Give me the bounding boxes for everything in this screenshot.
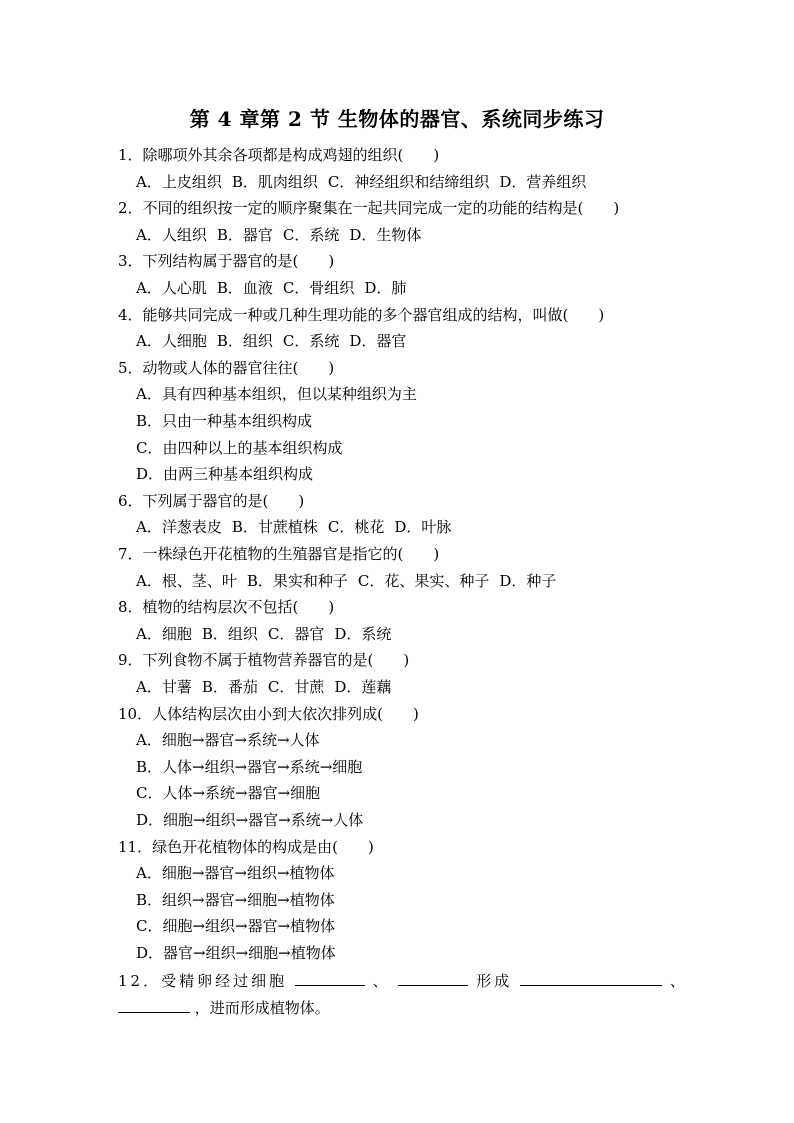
question-1-options — [136, 172, 586, 192]
option-d[interactable]: D．肺 — [364, 279, 407, 297]
option-b[interactable]: B．器官 — [216, 226, 273, 244]
question-11-options — [136, 916, 335, 936]
question-8-stem: 8．植物的结构层次不包括( ) — [118, 598, 335, 616]
q12-text-3: 形成 — [476, 972, 513, 990]
option-c[interactable]: C．花、果实、种子 — [357, 572, 490, 590]
question-1-stem: 1．除哪项外其余各项都是构成鸡翅的组织( ) — [118, 146, 440, 164]
option-b[interactable]: B．果实和种子 — [246, 572, 348, 590]
question-3-stem: 3．下列结构属于器官的是( ) — [118, 252, 335, 270]
question-11-options — [136, 943, 336, 963]
question-6-options — [136, 517, 451, 537]
question-4-stem: 4．能够共同完成一种或几种生理功能的多个器官组成的结构，叫做( ) — [118, 306, 605, 324]
question-5-options — [136, 464, 313, 484]
option-d[interactable]: D．细胞→组织→器官→系统→人体 — [136, 811, 364, 829]
question-11-options — [136, 863, 335, 883]
question-4-options — [136, 331, 406, 351]
q12-blank-3[interactable] — [520, 971, 662, 986]
option-a[interactable]: A．人组织 — [136, 226, 207, 244]
option-d[interactable]: D．由两三种基本组织构成 — [136, 465, 314, 483]
question-10-options — [136, 730, 320, 750]
option-a[interactable]: A．人心肌 — [136, 279, 207, 297]
q12-blank-4[interactable] — [118, 998, 190, 1013]
question-10-stem: 10．人体结构层次由小到大依次排列成( ) — [118, 705, 419, 723]
question-12-continued — [118, 998, 330, 1018]
option-c[interactable]: C．神经组织和结缔组织 — [327, 173, 490, 191]
option-d[interactable]: D．叶脉 — [394, 518, 452, 536]
option-b[interactable]: B．血液 — [216, 279, 273, 297]
question-5-options — [136, 411, 312, 431]
q12-text-5: ，进而形成植物体。 — [194, 999, 330, 1017]
q12-text-2: 、 — [372, 972, 391, 990]
option-c[interactable]: C．人体→系统→器官→细胞 — [136, 784, 321, 802]
option-c[interactable]: C．系统 — [282, 332, 340, 350]
question-7-stem: 7．一株绿色开花植物的生殖器官是指它的( ) — [118, 545, 440, 563]
question-10-options — [136, 810, 363, 830]
option-d[interactable]: D．器官→组织→细胞→植物体 — [136, 944, 336, 962]
option-b[interactable]: B．肌肉组织 — [231, 173, 318, 191]
option-d[interactable]: D．器官 — [349, 332, 407, 350]
question-10-options — [136, 783, 320, 803]
option-c[interactable]: C．由四种以上的基本组织构成 — [136, 439, 343, 457]
option-b[interactable]: B．人体→组织→器官→系统→细胞 — [136, 758, 363, 776]
question-6-stem: 6．下列属于器官的是( ) — [118, 492, 305, 510]
question-9-options — [136, 677, 391, 697]
question-9-stem: 9．下列食物不属于植物营养器官的是( ) — [118, 651, 410, 669]
option-a[interactable]: A．洋葱表皮 — [136, 518, 222, 536]
q12-text-4: 、 — [669, 972, 688, 990]
option-c[interactable]: C．桃花 — [327, 518, 385, 536]
page-title: 第 4 章第 2 节 生物体的器官、系统同步练习 — [189, 107, 605, 131]
option-a[interactable]: A．甘薯 — [136, 678, 192, 696]
q12-blank-2[interactable] — [398, 971, 468, 986]
option-a[interactable]: A．细胞→器官→系统→人体 — [136, 731, 320, 749]
q12-blank-1[interactable] — [295, 971, 365, 986]
option-c[interactable]: C．甘蔗 — [267, 678, 325, 696]
option-d[interactable]: D．种子 — [499, 572, 557, 590]
question-10-options — [136, 757, 362, 777]
question-3-options — [136, 278, 406, 298]
option-b[interactable]: B．只由一种基本组织构成 — [136, 412, 313, 430]
option-b[interactable]: B．甘蔗植株 — [231, 518, 318, 536]
option-b[interactable]: B．组织 — [216, 332, 273, 350]
question-5-stem: 5．动物或人体的器官往往( ) — [118, 359, 335, 377]
question-2-options — [136, 225, 421, 245]
option-b[interactable]: B．组织 — [201, 625, 258, 643]
question-7-options — [136, 571, 556, 591]
option-b[interactable]: B．组织→器官→细胞→植物体 — [136, 891, 335, 909]
option-a[interactable]: A．根、茎、叶 — [136, 572, 237, 590]
option-a[interactable]: A．人细胞 — [136, 332, 207, 350]
option-c[interactable]: C．器官 — [267, 625, 325, 643]
option-c[interactable]: C．细胞→组织→器官→植物体 — [136, 917, 336, 935]
question-11-options — [136, 890, 335, 910]
question-8-options — [136, 624, 391, 644]
q12-text-1: 12．受精卵经过细胞 — [118, 972, 288, 990]
option-a[interactable]: A．具有四种基本组织，但以某种组织为主 — [136, 385, 417, 403]
question-2-stem: 2．不同的组织按一定的顺序聚集在一起共同完成一定的功能的结构是( ) — [118, 199, 620, 217]
option-c[interactable]: C．系统 — [282, 226, 340, 244]
option-a[interactable]: A．细胞 — [136, 625, 192, 643]
option-a[interactable]: A．细胞→器官→组织→植物体 — [136, 864, 335, 882]
option-c[interactable]: C．骨组织 — [282, 279, 355, 297]
question-5-options — [136, 438, 342, 458]
option-d[interactable]: D．营养组织 — [499, 173, 587, 191]
question-11-stem: 11．绿色开花植物体的构成是由( ) — [118, 838, 374, 856]
option-a[interactable]: A．上皮组织 — [136, 173, 222, 191]
option-d[interactable]: D．系统 — [334, 625, 392, 643]
question-5-options — [136, 384, 417, 404]
option-b[interactable]: B．番茄 — [201, 678, 258, 696]
question-12 — [118, 971, 688, 991]
option-d[interactable]: D．生物体 — [349, 226, 422, 244]
option-d[interactable]: D．莲藕 — [334, 678, 392, 696]
